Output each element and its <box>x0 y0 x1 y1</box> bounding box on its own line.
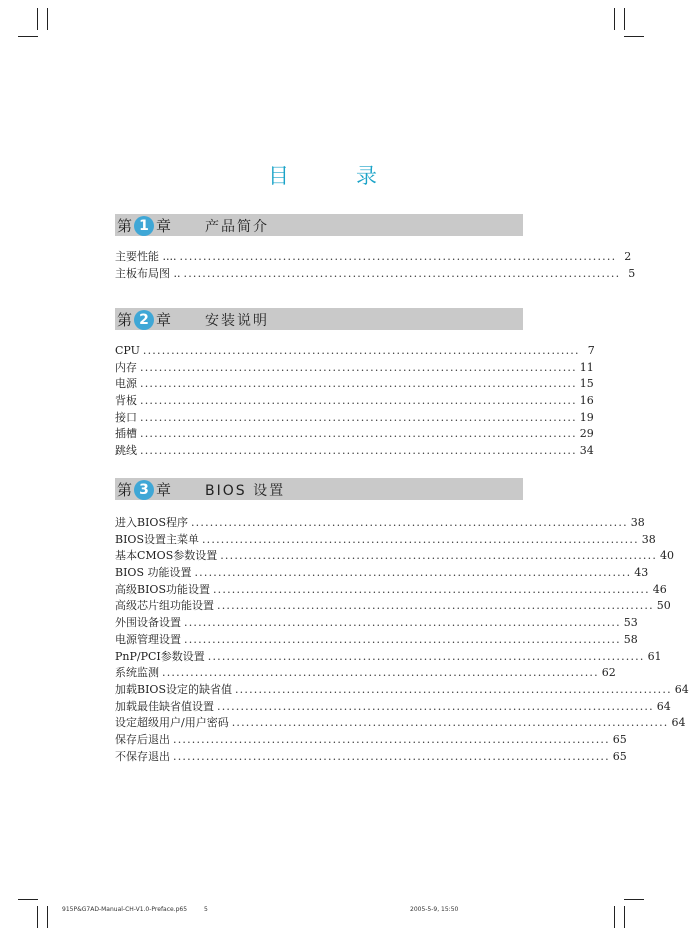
dot-leader: ............................................................................................. <box>190 516 628 529</box>
chapter-header-3 <box>115 478 523 500</box>
toc-entry-label: 电源管理设置 <box>115 632 181 646</box>
dot-leader: ............................................................................................. <box>183 266 621 280</box>
toc-entry-page: 64 <box>674 682 689 696</box>
toc-entry[interactable] <box>115 410 594 427</box>
toc-entry-label: 内存 <box>115 360 137 374</box>
toc-entry-label: BIOS 功能设置 <box>115 566 192 580</box>
title-char-right: 录 <box>356 164 377 188</box>
dot-leader: ............................................................................................. <box>173 749 610 763</box>
chapter-number-badge: 3 <box>134 480 154 500</box>
toc-entry-label: 跳线 <box>115 444 137 458</box>
toc-entry[interactable] <box>115 393 594 410</box>
toc-entry-label: 系统监测 <box>115 666 159 680</box>
dot-leader: ............................................................................................. <box>173 732 610 746</box>
toc-entry[interactable] <box>115 515 645 532</box>
page-title <box>0 160 662 190</box>
toc-entry-page: 34 <box>579 444 594 458</box>
toc-entry-page: 65 <box>612 732 627 746</box>
chapter-title: 产品简介 <box>205 219 269 235</box>
toc-entry[interactable] <box>115 682 689 699</box>
dot-leader: ............................................................................................. <box>212 582 650 596</box>
toc-entry-label: 接口 <box>115 410 137 424</box>
toc-list-chapter-3 <box>115 515 689 765</box>
toc-entry-page: 64 <box>656 699 671 713</box>
toc-entry[interactable] <box>115 376 594 393</box>
dot-leader: ............................................................................................. <box>179 250 617 263</box>
toc-entry-label: 高级BIOS功能设置 <box>115 582 210 596</box>
toc-entry-label: 不保存退出 <box>115 749 170 763</box>
toc-entry-label: 保存后退出 <box>115 732 170 746</box>
toc-entry-page: 5 <box>628 266 636 280</box>
toc-entry-page: 61 <box>647 649 662 663</box>
dot-leader: ............................................................................................. <box>217 699 654 713</box>
toc-entry-label: 加载BIOS设定的缺省值 <box>115 682 232 696</box>
title-char-left: 目 <box>268 164 289 188</box>
toc-entry[interactable] <box>115 715 686 732</box>
toc-list-chapter-2 <box>115 343 595 460</box>
toc-entry-label: CPU <box>115 344 140 357</box>
toc-entry-label: PnP/PCI参数设置 <box>115 649 205 663</box>
chapter-prefix: 第 <box>117 481 133 499</box>
toc-entry-label: 插槽 <box>115 427 137 441</box>
toc-entry-page: 58 <box>623 632 638 646</box>
toc-entry-label: 外围设备设置 <box>115 616 181 630</box>
toc-entry-page: 50 <box>656 599 671 613</box>
toc-entry-page: 38 <box>630 516 645 529</box>
dot-leader: ............................................................................................. <box>140 427 577 441</box>
toc-entry-label: 背板 <box>115 394 137 408</box>
toc-entry-page: 65 <box>612 749 627 763</box>
chapter-prefix: 第 <box>117 217 133 235</box>
dot-leader: ............................................................................................. <box>207 649 645 663</box>
toc-entry-page: 7 <box>587 344 595 357</box>
toc-entry[interactable] <box>115 665 616 682</box>
toc-entry[interactable] <box>115 266 636 283</box>
toc-entry-page: 53 <box>623 616 638 630</box>
dot-leader: ............................................................................................. <box>231 716 669 730</box>
toc-entry-page: 46 <box>652 582 667 596</box>
dot-leader: ............................................................................................. <box>140 360 577 374</box>
dot-leader: ............................................................................................. <box>217 599 654 613</box>
chapter-header-2 <box>115 308 523 330</box>
chapter-suffix: 章 <box>156 217 172 235</box>
chapter-title: BIOS 设置 <box>205 483 286 499</box>
toc-entry[interactable] <box>115 615 638 632</box>
toc-list-chapter-1 <box>115 249 636 282</box>
toc-entry-page: 40 <box>660 549 675 563</box>
toc-entry[interactable] <box>115 749 627 766</box>
chapter-number-badge: 1 <box>134 216 154 236</box>
toc-entry[interactable] <box>115 532 656 549</box>
toc-entry[interactable] <box>115 598 671 615</box>
toc-entry-page: 19 <box>579 410 594 424</box>
dot-leader: ............................................................................................. <box>140 444 577 458</box>
toc-entry-label: 进入BIOS程序 <box>115 516 188 529</box>
chapter-suffix: 章 <box>156 481 172 499</box>
toc-entry-page: 64 <box>671 716 686 730</box>
toc-entry-label: 基本CMOS参数设置 <box>115 549 218 563</box>
footer-filename: 915P&G7AD-Manual-CH-V1.0-Preface.p65 <box>62 906 188 913</box>
toc-entry[interactable] <box>115 548 675 565</box>
toc-entry-label: 主要性能 .... <box>115 250 177 263</box>
toc-entry[interactable] <box>115 582 667 599</box>
chapter-prefix: 第 <box>117 311 133 329</box>
dot-leader: ............................................................................................. <box>201 532 639 546</box>
chapter-suffix: 章 <box>156 311 172 329</box>
toc-entry-label: 主板布局图 .. <box>115 266 181 280</box>
dot-leader: ............................................................................................. <box>220 549 658 563</box>
toc-entry[interactable] <box>115 360 594 377</box>
toc-entry-page: 38 <box>641 532 656 546</box>
dot-leader: ............................................................................................. <box>162 666 599 680</box>
toc-entry[interactable] <box>115 699 671 716</box>
toc-entry-page: 15 <box>579 377 594 391</box>
toc-entry[interactable] <box>115 249 632 266</box>
dot-leader: ............................................................................................. <box>194 566 632 580</box>
toc-entry-page: 62 <box>601 666 616 680</box>
toc-entry[interactable] <box>115 426 594 443</box>
toc-entry[interactable] <box>115 565 649 582</box>
footer-date: 2005-5-9, 15:50 <box>410 906 459 913</box>
toc-entry[interactable] <box>115 443 594 460</box>
dot-leader: ............................................................................................. <box>184 616 621 630</box>
footer-page-number: 5 <box>204 906 208 913</box>
toc-entry[interactable] <box>115 732 627 749</box>
dot-leader: ............................................................................................. <box>234 682 672 696</box>
toc-entry-page: 43 <box>634 566 649 580</box>
dot-leader: ............................................................................................. <box>140 410 577 424</box>
toc-entry[interactable] <box>115 343 595 360</box>
toc-entry-page: 2 <box>624 250 632 263</box>
toc-entry-label: 设定超级用户/用户密码 <box>115 716 229 730</box>
dot-leader: ............................................................................................. <box>184 632 621 646</box>
toc-entry-label: BIOS设置主菜单 <box>115 532 199 546</box>
toc-entry[interactable] <box>115 649 662 666</box>
chapter-number-badge: 2 <box>134 310 154 330</box>
dot-leader: ............................................................................................. <box>142 344 580 357</box>
toc-entry-page: 16 <box>579 394 594 408</box>
chapter-title: 安装说明 <box>205 313 269 329</box>
dot-leader: ............................................................................................. <box>140 394 577 408</box>
toc-entry-label: 加载最佳缺省值设置 <box>115 699 214 713</box>
chapter-header-1 <box>115 214 523 236</box>
toc-entry-label: 电源 <box>115 377 137 391</box>
toc-entry-page: 11 <box>579 360 594 374</box>
toc-entry[interactable] <box>115 632 638 649</box>
dot-leader: ............................................................................................. <box>140 377 577 391</box>
toc-entry-page: 29 <box>579 427 594 441</box>
toc-entry-label: 高级芯片组功能设置 <box>115 599 214 613</box>
